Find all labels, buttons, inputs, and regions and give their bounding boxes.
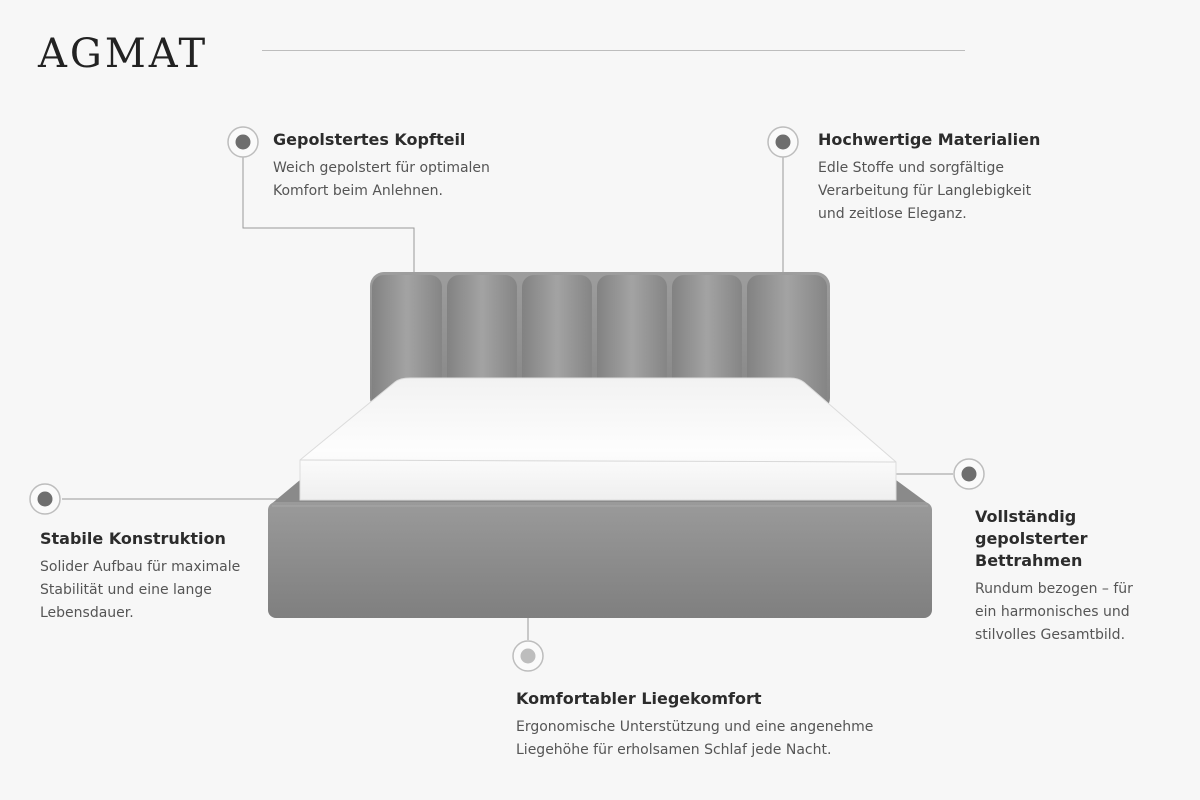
callout-dot-icon: [228, 127, 258, 157]
feature-title: Hochwertige Materialien: [818, 130, 1041, 149]
callout-dot-icon: [954, 459, 984, 489]
mattress: [300, 378, 896, 500]
feature-description: Ergonomische Unterstützung und eine angenehme Liegehöhe für erholsamen Schlaf jede Nacht.: [516, 719, 874, 758]
feature-description: Solider Aufbau für maximale Stabilität und eine lange Lebensdauer.: [40, 559, 241, 621]
feature-description: Weich gepolstert für optimalen Komfort beim Anlehnen.: [273, 160, 490, 199]
feature-description: Edle Stoffe und sorgfältige Verarbeitung für Langlebigkeit und zeitlose Eleganz.: [818, 160, 1032, 222]
feature-description: Rundum bezogen – für ein harmonisches und stilvolles Gesamtbild.: [975, 581, 1133, 643]
feature-construction: [40, 528, 300, 625]
callout-dot-icon: [768, 127, 798, 157]
bed-base: [268, 502, 932, 618]
feature-title: Vollständig gepolsterter Bettrahmen: [975, 507, 1088, 570]
brand-logo: AGMAT: [38, 31, 209, 77]
feature-comfort: [516, 688, 936, 762]
feature-frame: [975, 506, 1190, 647]
feature-title: Stabile Konstruktion: [40, 529, 226, 548]
callout-dot-icon: [513, 641, 543, 671]
feature-title: Gepolstertes Kopfteil: [273, 130, 466, 149]
feature-title: Komfortabler Liegekomfort: [516, 689, 762, 708]
callout-dot-icon: [30, 484, 60, 514]
feature-headboard: [273, 129, 573, 203]
feature-materials: [818, 129, 1118, 226]
